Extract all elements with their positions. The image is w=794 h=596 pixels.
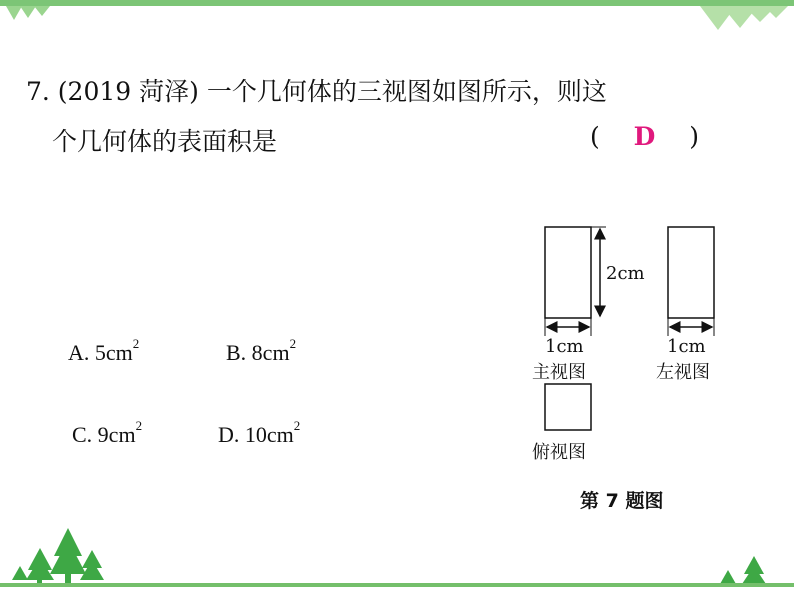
option-a-exponent: 2 [132, 336, 140, 351]
front-width-label: 1cm [545, 336, 584, 357]
answer-open-paren: ( [590, 122, 600, 151]
height-label: 2cm [606, 263, 645, 284]
option-d-exponent: 2 [293, 418, 301, 433]
figure-caption: 第 7 题图 [580, 490, 664, 512]
side-view-rect [668, 227, 714, 318]
top-view-rect [545, 384, 591, 430]
answer-letter: D [633, 122, 656, 151]
side-width-label: 1cm [667, 336, 706, 357]
question-line-2: 个几何体的表面积是 [52, 127, 278, 156]
question-line-1: 7. (2019 菏泽) 一个几何体的三视图如图所示，则这 [26, 77, 607, 106]
answer-close-paren: ) [689, 122, 700, 151]
option-b-exponent: 2 [289, 336, 297, 351]
top-view-label: 俯视图 [532, 442, 586, 463]
front-view-rect [545, 227, 591, 318]
option-a-label: A. 5cm [68, 340, 133, 365]
front-view-label: 主视图 [532, 362, 586, 383]
option-c-label: C. 9cm [72, 422, 136, 447]
option-c-exponent: 2 [135, 418, 143, 433]
option-b-label: B. 8cm [226, 340, 290, 365]
side-view-label: 左视图 [656, 362, 710, 383]
option-d-label: D. 10cm [218, 422, 294, 447]
